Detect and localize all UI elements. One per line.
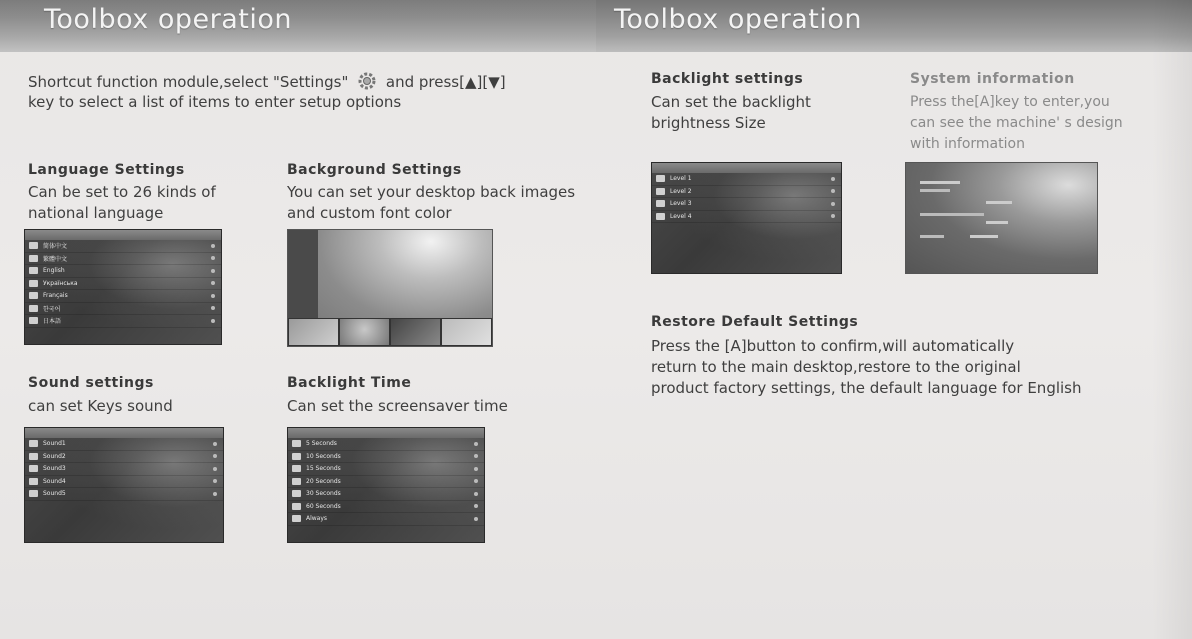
list-item <box>652 198 841 211</box>
list-item <box>25 476 223 489</box>
backlight-settings-screen <box>651 162 842 274</box>
info-line <box>986 201 1012 204</box>
background-screen <box>287 229 493 347</box>
list-item <box>25 451 223 464</box>
radio-indicator <box>474 517 478 521</box>
item-icon <box>656 200 665 207</box>
backlight-time-line-1: Can set the screensaver time <box>287 397 508 415</box>
thumbnail <box>339 318 390 346</box>
item-icon <box>29 453 38 460</box>
item-icon <box>29 465 38 472</box>
list-item-label: 15 Seconds <box>306 465 341 473</box>
screen-title-bar <box>25 428 223 438</box>
item-icon <box>29 490 38 497</box>
radio-indicator <box>831 177 835 181</box>
thumbnail <box>288 318 339 346</box>
radio-indicator <box>211 244 215 248</box>
language-list <box>25 240 221 328</box>
list-item <box>288 463 484 476</box>
list-item-label: 30 Seconds <box>306 490 341 498</box>
language-screen <box>24 229 222 345</box>
language-heading: Language Settings <box>28 162 185 178</box>
radio-indicator <box>211 269 215 273</box>
restore-line-1: Press the [A]button to confirm,will automatically <box>651 337 1015 355</box>
list-item-label: Sound5 <box>43 490 66 498</box>
radio-indicator <box>211 281 215 285</box>
list-item-label: Sound4 <box>43 477 66 485</box>
list-item-label: 20 Seconds <box>306 477 341 485</box>
screen-title-bar <box>652 163 841 173</box>
header-bar-left <box>0 0 596 52</box>
info-line <box>920 213 984 216</box>
list-item-label: 简体中文 <box>43 243 68 251</box>
restore-heading: Restore Default Settings <box>651 314 859 330</box>
list-item <box>25 303 221 316</box>
list-item <box>288 451 484 464</box>
language-line-1: Can be set to 26 kinds of <box>28 183 216 201</box>
radio-indicator <box>474 467 478 471</box>
radio-indicator <box>831 189 835 193</box>
item-icon <box>292 503 301 510</box>
radio-indicator <box>474 479 478 483</box>
item-icon <box>29 317 38 324</box>
list-item <box>288 513 484 526</box>
system-info-line-2: can see the machine' s design <box>910 115 1123 131</box>
list-item <box>652 186 841 199</box>
item-icon <box>29 242 38 249</box>
list-item <box>288 438 484 451</box>
item-icon <box>292 440 301 447</box>
system-info-screen <box>905 162 1098 274</box>
background-heading: Background Settings <box>287 162 462 178</box>
sound-list <box>25 438 223 501</box>
page-edge-shadow <box>1152 0 1192 639</box>
list-item-label: 한국어 <box>43 305 61 313</box>
thumbnail <box>441 318 492 346</box>
item-icon <box>292 465 301 472</box>
list-item-label: 日本語 <box>43 318 62 326</box>
backlight-settings-heading: Backlight settings <box>651 71 804 87</box>
info-line <box>920 181 960 184</box>
restore-line-3: product factory settings, the default language for English <box>651 379 1082 397</box>
intro-line-1 <box>28 70 506 93</box>
radio-indicator <box>831 202 835 206</box>
item-icon <box>656 175 665 182</box>
list-item-label: 繁體中文 <box>43 255 68 263</box>
list-item <box>652 211 841 224</box>
background-line-1: You can set your desktop back images <box>287 183 576 201</box>
radio-indicator <box>474 454 478 458</box>
list-item-label: Français <box>43 292 68 300</box>
item-icon <box>292 515 301 522</box>
background-line-2: and custom font color <box>287 204 452 222</box>
item-icon <box>29 292 38 299</box>
radio-indicator <box>211 306 215 310</box>
list-item-label: Sound3 <box>43 465 66 473</box>
list-item <box>25 438 223 451</box>
list-item-label: 60 Seconds <box>306 502 341 510</box>
info-line <box>986 221 1008 224</box>
list-item-label: Level 3 <box>670 200 692 208</box>
list-item-label: Level 2 <box>670 187 692 195</box>
list-item-label: Always <box>306 515 328 523</box>
backlight-settings-line-2: brightness Size <box>651 114 766 132</box>
list-item-label: Level 4 <box>670 212 692 220</box>
screen-title-bar <box>288 428 484 438</box>
sound-line-1: can set Keys sound <box>28 397 173 415</box>
info-line <box>920 235 944 238</box>
list-item <box>288 488 484 501</box>
backlight-time-heading: Backlight Time <box>287 375 412 391</box>
language-line-2: national language <box>28 204 164 222</box>
page-title-left: Toolbox operation <box>44 4 292 35</box>
list-item <box>25 253 221 266</box>
list-item <box>25 278 221 291</box>
list-item <box>25 240 221 253</box>
header-bar-right <box>596 0 1192 52</box>
list-item <box>288 501 484 514</box>
item-icon <box>29 267 38 274</box>
thumbnail <box>390 318 441 346</box>
item-icon <box>29 478 38 485</box>
list-item <box>25 488 223 501</box>
system-info-heading: System information <box>910 71 1075 87</box>
list-item-label: 5 Seconds <box>306 440 337 448</box>
list-item-label: Sound1 <box>43 440 66 448</box>
intro-text-b: and press[▲][▼] <box>385 73 506 91</box>
radio-indicator <box>213 492 217 496</box>
intro-line-2: key to select a list of items to enter setup options <box>28 93 402 111</box>
info-line <box>920 189 950 192</box>
radio-indicator <box>213 479 217 483</box>
background-dark-panel <box>288 230 318 318</box>
radio-indicator <box>211 319 215 323</box>
restore-line-2: return to the main desktop,restore to the original <box>651 358 1021 376</box>
item-icon <box>292 490 301 497</box>
item-icon <box>292 453 301 460</box>
page-title-right: Toolbox operation <box>614 4 862 35</box>
list-item-label: 10 Seconds <box>306 452 341 460</box>
system-info-line-3: with information <box>910 136 1025 152</box>
gear-icon <box>353 70 381 92</box>
radio-indicator <box>213 442 217 446</box>
list-item <box>25 315 221 328</box>
list-item-label: Українська <box>43 279 78 287</box>
radio-indicator <box>213 454 217 458</box>
item-icon <box>656 213 665 220</box>
list-item <box>25 265 221 278</box>
backlight-settings-line-1: Can set the backlight <box>651 93 811 111</box>
background-thumbnails <box>288 318 492 346</box>
system-info-line-1: Press the[A]key to enter,you <box>910 94 1110 110</box>
list-item <box>25 463 223 476</box>
radio-indicator <box>474 442 478 446</box>
screen-title-bar <box>25 230 221 240</box>
intro-text-a: Shortcut function module,select "Settings" <box>28 73 349 91</box>
backlight-level-list <box>652 173 841 223</box>
list-item <box>25 290 221 303</box>
radio-indicator <box>213 467 217 471</box>
list-item <box>652 173 841 186</box>
item-icon <box>292 478 301 485</box>
item-icon <box>29 280 38 287</box>
list-item-label: English <box>43 267 65 275</box>
item-icon <box>29 305 38 312</box>
info-line <box>970 235 998 238</box>
radio-indicator <box>211 294 215 298</box>
item-icon <box>29 255 38 262</box>
sound-heading: Sound settings <box>28 375 154 391</box>
list-item <box>288 476 484 489</box>
radio-indicator <box>211 256 215 260</box>
radio-indicator <box>474 504 478 508</box>
item-icon <box>656 188 665 195</box>
radio-indicator <box>474 492 478 496</box>
backlight-time-screen <box>287 427 485 543</box>
list-item-label: Level 1 <box>670 175 692 183</box>
list-item-label: Sound2 <box>43 452 66 460</box>
item-icon <box>29 440 38 447</box>
backlight-time-list <box>288 438 484 526</box>
radio-indicator <box>831 214 835 218</box>
sound-screen <box>24 427 224 543</box>
